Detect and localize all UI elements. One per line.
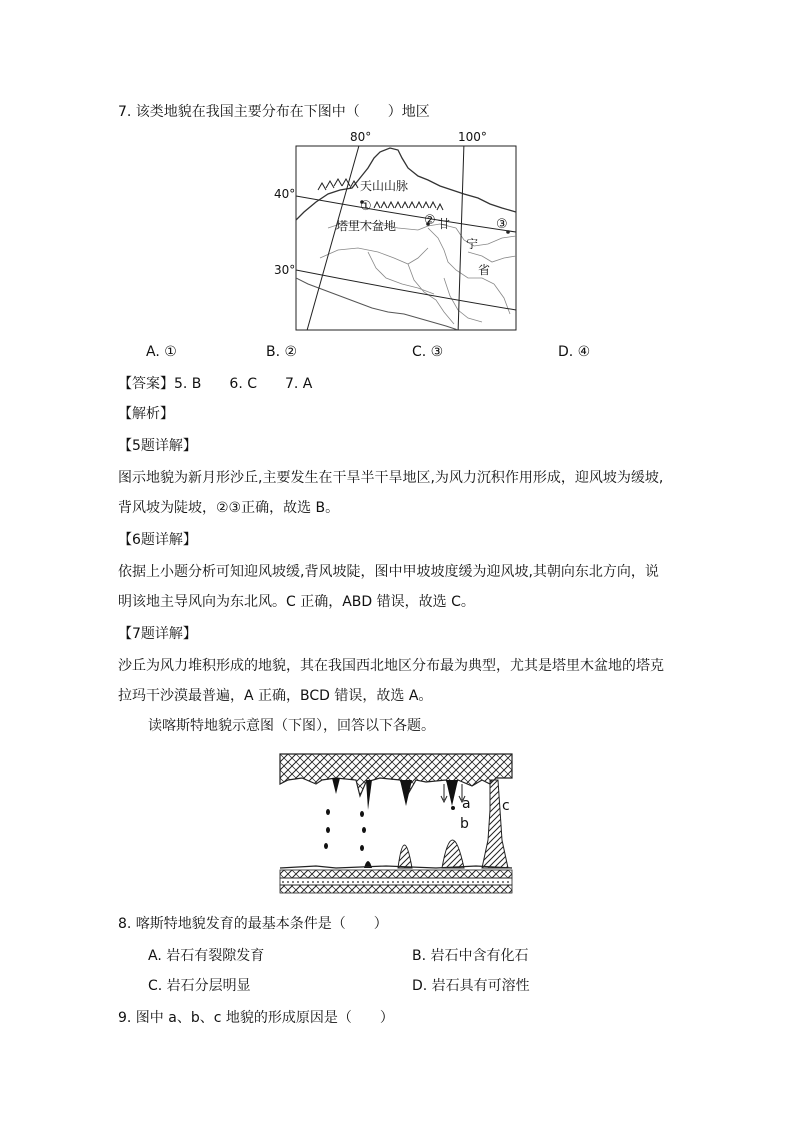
label-c: c [502,798,510,814]
q8-option-b: B. 岩石中含有化石 [412,948,529,964]
stalactite-2 [366,780,372,810]
lat-label-30: 30° [274,263,296,277]
stalactite-a [446,780,458,806]
label-b: b [460,816,469,832]
answer-line: 【答案】5. B 6. C 7. A [118,376,313,392]
china-map-figure [268,128,528,334]
q7detail-line-1: 沙丘为风力堆积形成的地貌，其在我国西北地区分布最为典型，尤其是塔里木盆地的塔克 [118,658,664,674]
label-gan: 甘 [438,217,451,231]
label-ning: 宁 [466,237,479,251]
q5-line-1: 图示地貌为新月形沙丘,主要发生在干旱半干旱地区,为风力沉积作用形成，迎风坡为缓坡, [118,470,664,486]
lon-label-80: 80° [350,130,372,144]
map-frame [296,146,516,330]
bedrock-dots [280,878,512,885]
stalactite-3 [400,780,412,806]
label-tianshan: 天山山脉 [360,179,409,193]
karst-diagram-figure [276,750,526,898]
q6-line-2: 明该地主导风向为东北风。C 正确，ABD 错误，故选 C。 [118,594,475,610]
q8-stem: 8. 喀斯特地貌发育的最基本条件是（ ） [118,916,388,932]
water-drops [324,809,366,851]
q5-line-2: 背风坡为陡坡，②③正确，故选 B。 [118,500,340,516]
q8-option-a: A. 岩石有裂隙发育 [148,948,265,964]
q6-heading: 【6题详解】 [118,532,197,548]
q7-stem: 7. 该类地貌在我国主要分布在下图中（ ）地区 [118,104,430,120]
karst-intro: 读喀斯特地貌示意图（下图），回答以下各题。 [148,718,435,734]
lon-label-100: 100° [458,130,487,144]
bedrock-lower [280,885,512,893]
arrow-left [441,784,447,802]
analysis-heading: 【解析】 [118,406,174,422]
q7-option-a: A. ① [146,344,177,360]
q7detail-heading: 【7题详解】 [118,626,197,642]
q6-line-1: 依据上小题分析可知迎风坡缓,背风坡陡，图中甲坡坡度缓为迎风坡,其朝向东北方向，说 [118,564,659,580]
q8-option-d: D. 岩石具有可溶性 [412,978,530,994]
q7-option-d: D. ④ [558,344,591,360]
marker-1: ① [360,199,372,214]
label-sheng: 省 [478,263,491,277]
q8-option-c: C. 岩石分层明显 [148,978,251,994]
marker-2: ② [424,213,436,228]
q7detail-line-2: 拉玛干沙漠最普遍，A 正确，BCD 错误，故选 A。 [118,688,433,704]
stalactite-1 [332,778,340,794]
stalagmite-1 [398,845,412,868]
marker-3: ③ [496,217,508,232]
q5-heading: 【5题详解】 [118,438,197,454]
water-drop-a [451,806,455,810]
bedrock-hatch [280,870,512,878]
q7-option-b: B. ② [266,344,298,360]
stalagmite-b [442,840,464,868]
label-a: a [462,796,471,812]
cave-floor [280,866,512,868]
q9-stem: 9. 图中 a、b、c 地貌的形成原因是（ ） [118,1010,394,1026]
column-c [482,780,508,868]
cave-roof-rock [280,754,512,796]
lat-label-40: 40° [274,187,296,201]
label-tarim: 塔里木盆地 [336,219,397,233]
q7-option-c: C. ③ [412,344,444,360]
